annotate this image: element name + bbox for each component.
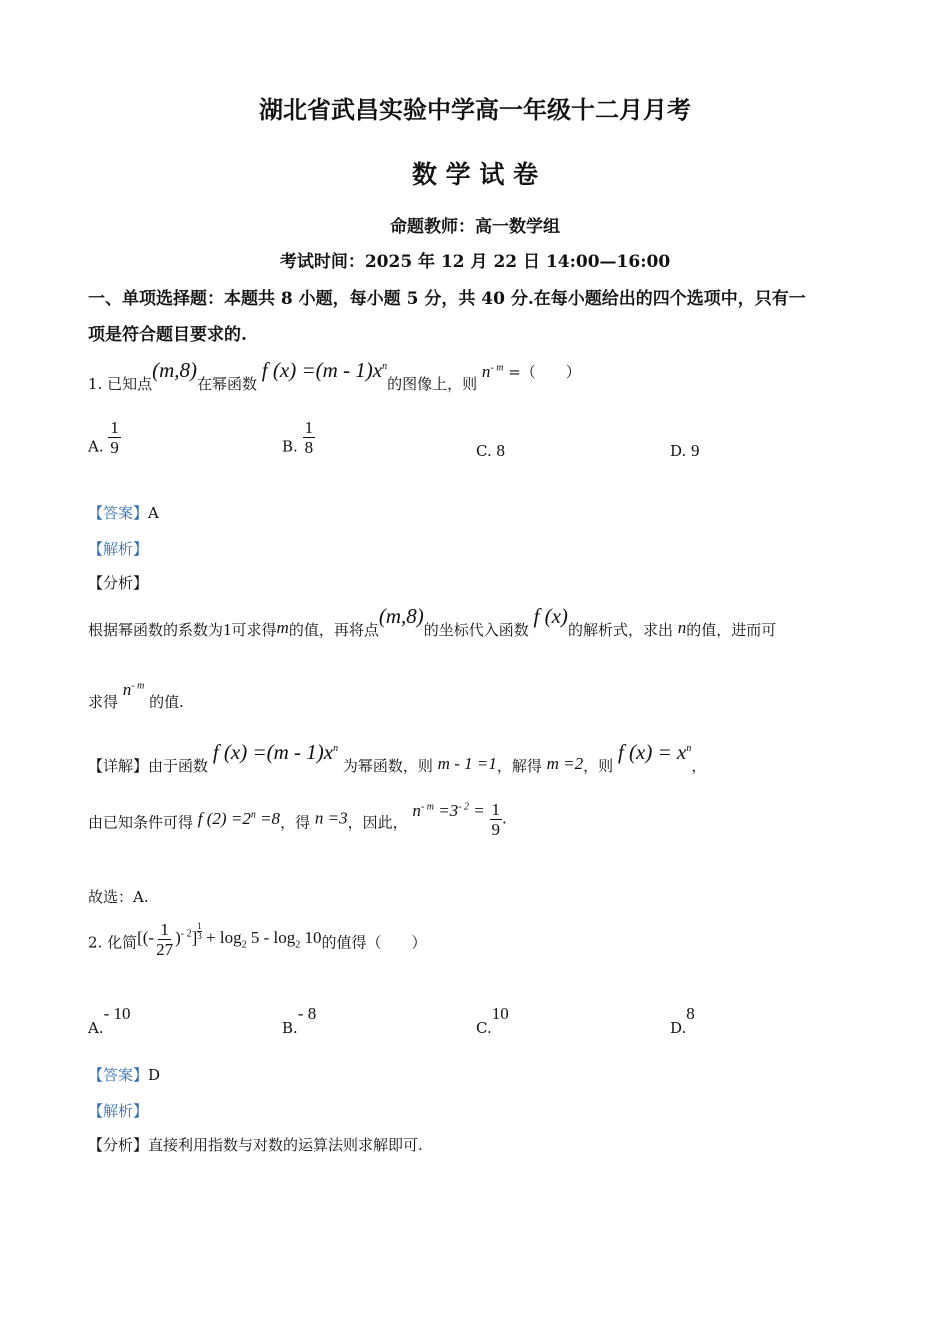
q1-stem	[88, 358, 581, 394]
q1-option-b	[282, 418, 315, 457]
math: m - 1 =1	[437, 754, 497, 773]
q1-option-d	[670, 441, 700, 461]
math-text: )	[175, 928, 181, 948]
math-text: =3	[433, 800, 459, 820]
math	[618, 740, 691, 764]
author-line: 命题教师：高一数学组	[390, 217, 560, 237]
math-exp: n	[686, 743, 692, 754]
text: ，解得	[496, 757, 542, 775]
q2-expression	[137, 920, 322, 959]
q1-suffix: =（ ）	[508, 363, 581, 381]
detail-tag: 【详解】	[88, 757, 149, 775]
math-text: f (x) = x	[617, 740, 687, 764]
q2-expr-fraction	[154, 920, 175, 959]
text: ，则	[583, 757, 614, 775]
option-letter: C.	[476, 1019, 492, 1037]
text: 由已知条件可得	[88, 813, 194, 832]
q1-fenxi-line2	[88, 680, 184, 712]
q1-conclusion: 故选：A.	[88, 888, 149, 906]
q1-target-exp: - m	[490, 362, 504, 374]
math-text: 5 - log	[246, 928, 296, 948]
text: 的坐标代入函数	[423, 621, 529, 639]
text: 的解析式，求出	[567, 621, 673, 639]
text: 的值，进而可	[686, 621, 777, 639]
q1-fenxi-tag: 【分析】	[88, 574, 149, 592]
text: .	[502, 809, 507, 828]
option-letter: B.	[282, 1019, 298, 1037]
math-text: f (x) =(m - 1)x	[212, 740, 334, 764]
math-exp: - 2	[180, 928, 192, 940]
option-letter: D.	[670, 1019, 687, 1037]
math: n =3	[314, 808, 348, 828]
text: ，因此，	[347, 813, 408, 832]
option-letter: A.	[88, 437, 104, 456]
math: m	[276, 618, 289, 637]
math: f (x)	[533, 604, 568, 628]
text: ，	[691, 757, 707, 775]
fenxi-tag: 【分析】	[88, 1136, 149, 1154]
math-exp: - 2	[458, 800, 470, 812]
math-exp: n	[333, 743, 339, 754]
math-text: =8	[255, 808, 281, 828]
answer-value: A	[148, 504, 159, 522]
q2-option-a	[88, 1004, 131, 1037]
q2-answer	[88, 1064, 160, 1085]
q1-func-exp: n	[382, 361, 388, 372]
q2-analysis-tag: 【解析】	[88, 1102, 149, 1120]
math	[123, 680, 145, 699]
option-letter: C.	[476, 442, 492, 460]
math	[198, 809, 280, 828]
q1-prefix: 1. 已知点	[88, 375, 153, 393]
fraction-denominator: 27	[156, 940, 174, 959]
q2-stem	[88, 920, 426, 959]
q2-option-d	[670, 1004, 695, 1037]
math-sub: 2	[295, 939, 301, 951]
q2-fenxi	[88, 1134, 423, 1155]
text: 求得	[88, 693, 119, 711]
section-heading-line2: 项是符合题目要求的.	[88, 325, 247, 345]
q2-suffix: 的值得（ ）	[321, 933, 427, 952]
section-heading-line1: 一、单项选择题：本题共 8 小题，每小题 5 分，共 40 分.在每小题给出的四个选项中，只有一	[88, 289, 806, 309]
math-text: + log	[201, 928, 242, 948]
q2-option-c	[476, 1004, 509, 1037]
q1-func	[262, 358, 387, 382]
q1-mid2: 的图像上，则	[387, 375, 478, 393]
q1-mid1: 在幂函数	[197, 375, 258, 393]
math: m =2	[546, 754, 584, 773]
text: ，得	[280, 813, 311, 832]
q1-detail-line1	[88, 740, 706, 776]
fraction-numerator: 1	[304, 418, 314, 437]
q1-detail-fraction	[490, 800, 503, 839]
option-value: - 8	[297, 1004, 317, 1023]
text: 由于函数	[148, 757, 209, 775]
math-exp: - m	[420, 800, 434, 812]
option-letter: B.	[282, 437, 298, 456]
q1-option-b-fraction	[303, 418, 316, 457]
option-value: 10	[491, 1004, 509, 1023]
math: (m,8)	[378, 604, 424, 628]
text: 的值，再将点	[288, 621, 379, 639]
q1-point: (m,8)	[152, 358, 197, 382]
math-text: 10	[300, 928, 322, 948]
math-text: f (2) =2	[197, 808, 251, 828]
math: 1	[223, 620, 232, 639]
text: 的值.	[149, 693, 184, 711]
math-text: =	[469, 800, 485, 820]
text: 根据幂函数的系数为	[88, 621, 224, 639]
answer-tag: 【答案】	[88, 504, 149, 522]
q1-detail-line2	[88, 800, 507, 839]
fraction-numerator: 1	[197, 921, 202, 932]
q1-fenxi-line1	[88, 604, 776, 640]
math-text: ]	[191, 928, 198, 948]
math-base: n	[412, 800, 421, 820]
fraction-denominator: 9	[491, 820, 501, 839]
subject-title: 数 学 试 卷	[411, 160, 539, 189]
fraction-numerator: 1	[491, 800, 501, 819]
fraction-denominator: 9	[110, 438, 119, 457]
option-letter: A.	[88, 1019, 104, 1037]
math-exp: - m	[131, 680, 145, 692]
math	[213, 740, 338, 764]
q1-func-text: f (x) =(m - 1)x	[261, 358, 383, 382]
school-title: 湖北省武昌实验中学高一年级十二月月考	[259, 95, 691, 124]
q2-option-b	[282, 1004, 316, 1037]
q1-target	[482, 362, 504, 381]
option-value: 8	[496, 441, 505, 460]
math-sub: 2	[241, 939, 247, 951]
math-base: n	[122, 680, 132, 699]
text: 可求得	[231, 621, 277, 639]
q1-target-text: n	[481, 362, 491, 381]
fraction-numerator: 1	[110, 418, 119, 437]
fenxi-text: 直接利用指数与对数的运算法则求解即可.	[148, 1136, 423, 1154]
math-text: [(-	[137, 928, 155, 948]
answer-value: D	[148, 1066, 161, 1084]
q1-option-c	[476, 441, 505, 461]
fraction-numerator: 1	[160, 920, 169, 939]
option-value: 9	[691, 441, 700, 460]
exam-time: 考试时间：2025 年 12 月 22 日 14:00—16:00	[279, 252, 671, 272]
option-value: - 10	[103, 1004, 131, 1023]
math: n	[677, 618, 687, 637]
q1-option-a-fraction	[108, 418, 121, 457]
math	[412, 801, 484, 820]
answer-tag: 【答案】	[88, 1066, 149, 1084]
q1-analysis-tag: 【解析】	[88, 540, 149, 558]
option-value: 8	[686, 1004, 695, 1023]
fraction-denominator: 3	[197, 931, 202, 942]
q1-option-a	[88, 418, 121, 457]
text: 为幂函数，则	[342, 757, 433, 775]
option-letter: D.	[670, 442, 687, 460]
math-exp: n	[250, 808, 256, 820]
q1-answer	[88, 502, 159, 523]
q2-prefix: 2. 化简	[88, 933, 138, 952]
fraction-denominator: 8	[304, 438, 314, 457]
